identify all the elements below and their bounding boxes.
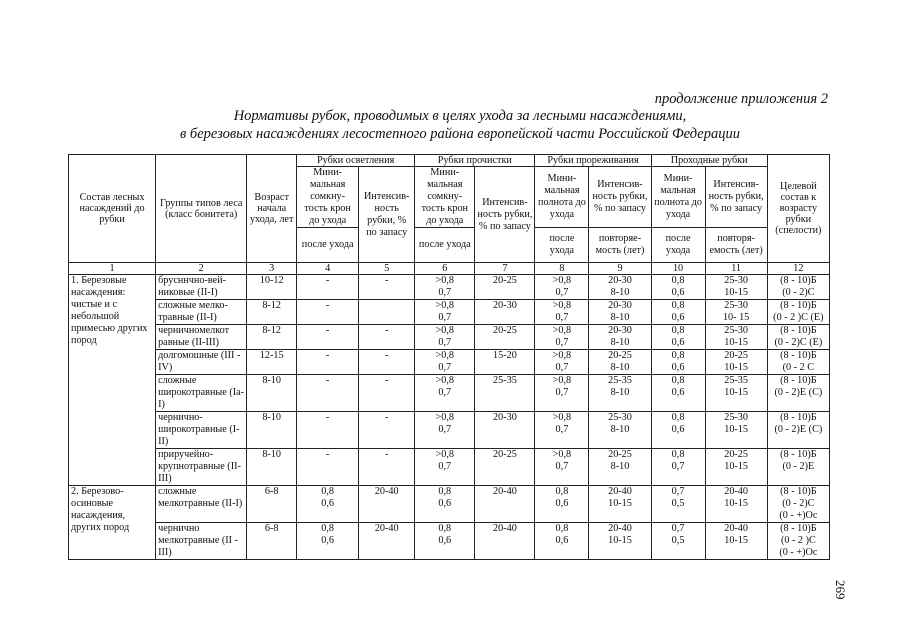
cell-line: 0,7: [555, 337, 569, 348]
cell-line: 0,6: [438, 498, 452, 509]
cell-line: >0,8: [435, 275, 455, 286]
target-composition-cell: [767, 412, 829, 449]
start-age-cell: 8-10: [247, 375, 297, 412]
forest-type-cell: приручейно-крупнотравные (II-III): [156, 449, 247, 486]
cell-line: 20-30: [608, 300, 632, 311]
cell-line: (0 - +)Ос: [779, 510, 818, 521]
cell-line: >0,8: [435, 412, 455, 423]
cell-line: 0,6: [671, 387, 685, 398]
forest-type-cell: черничномелкот равные (II-III): [156, 325, 247, 350]
thinning-density-cell: [535, 486, 589, 523]
cell-line: (0 - 2)С: [782, 287, 815, 298]
cell-line: (0 - 2)Е (С): [774, 424, 823, 435]
clearing-closure-cell: [297, 375, 359, 412]
cell-line: 20-30: [608, 325, 632, 336]
thinning-intensity-cell: [589, 300, 651, 325]
table-row: [69, 449, 830, 486]
clearing-closure-cell: [297, 275, 359, 300]
header-composition: Состав лесных насаждений до рубки: [69, 155, 156, 263]
thinning-intensity-cell: [589, 486, 651, 523]
passage-intensity-cell: [705, 449, 767, 486]
thinning-density-cell: [535, 449, 589, 486]
cell-line: (0 - 2 )С: [780, 535, 816, 546]
cell-line: 0,7: [555, 424, 569, 435]
cleaning-intensity-cell: 20-40: [475, 486, 535, 523]
cell-line: (0 - 2)Е: [782, 461, 815, 472]
cell-line: (8 - 10)Б: [780, 523, 817, 534]
header-intensity-4: Интенсив-ность рубки, % по запасу: [705, 167, 767, 228]
page-number: 269: [833, 580, 848, 600]
table-row: [69, 325, 830, 350]
cleaning-closure-cell: [415, 412, 475, 449]
passage-intensity-cell: [705, 325, 767, 350]
column-number: 11: [705, 263, 767, 275]
cell-line: (0 - 2 )С (Е): [773, 312, 824, 323]
cell-line: 0,7: [438, 312, 452, 323]
clearing-closure-cell: [297, 523, 359, 560]
cleaning-closure-cell: [415, 375, 475, 412]
forest-type-cell: брусннчно-вей-никовые (II-I): [156, 275, 247, 300]
cell-line: 0,8: [555, 523, 569, 534]
target-composition-cell: [767, 300, 829, 325]
passage-density-cell: [651, 350, 705, 375]
cell-line: 20-25: [608, 350, 632, 361]
table-row: [69, 523, 830, 560]
clearing-closure-cell: [297, 412, 359, 449]
thinning-intensity-cell: [589, 275, 651, 300]
column-number: 12: [767, 263, 829, 275]
cell-line: 10-15: [724, 387, 748, 398]
thinning-intensity-cell: [589, 325, 651, 350]
cell-line: 0,8: [671, 325, 685, 336]
clearing-closure-cell: [297, 449, 359, 486]
cell-line: 10-15: [724, 337, 748, 348]
cell-line: (8 - 10)Б: [780, 275, 817, 286]
cell-line: 20-25: [724, 449, 748, 460]
forest-type-cell: чернично мелкотравные (II -III): [156, 523, 247, 560]
cell-line: 20-40: [724, 523, 748, 534]
cell-line: 0,6: [671, 337, 685, 348]
cell-line: 20-30: [608, 275, 632, 286]
cell-line: >0,8: [552, 449, 572, 460]
cell-line: 0,8: [321, 523, 334, 534]
cell-line: -: [325, 375, 330, 386]
cell-line: 0,7: [555, 387, 569, 398]
cell-line: 20-40: [724, 486, 748, 497]
thinning-density-cell: [535, 523, 589, 560]
clearing-closure-cell: [297, 486, 359, 523]
cell-line: 10-15: [724, 498, 748, 509]
cell-line: >0,8: [435, 375, 455, 386]
standards-table: [68, 154, 830, 560]
passage-density-cell: [651, 412, 705, 449]
cell-line: 0,7: [555, 461, 569, 472]
header-group-cleaning: Рубки прочистки: [415, 155, 535, 167]
column-number: 7: [475, 263, 535, 275]
cell-line: >0,8: [552, 375, 572, 386]
cleaning-closure-cell: [415, 523, 475, 560]
clearing-intensity-cell: -: [359, 325, 415, 350]
cell-line: >0,8: [552, 412, 572, 423]
passage-intensity-cell: [705, 375, 767, 412]
cell-line: 20-40: [608, 523, 632, 534]
table-title-line-2: в березовых насаждениях лесостепного района европейской части Российской Федерации: [180, 126, 740, 142]
cell-line: -: [325, 325, 330, 336]
table-row: [69, 275, 830, 300]
cell-line: 25-30: [724, 275, 748, 286]
cell-line: 0,8: [438, 486, 452, 497]
cell-line: (8 - 10)Б: [780, 486, 817, 497]
cell-line: 0,8: [671, 412, 685, 423]
target-composition-cell: [767, 449, 829, 486]
target-composition-cell: [767, 523, 829, 560]
cell-line: 20-40: [608, 486, 632, 497]
column-number: 6: [415, 263, 475, 275]
cell-line: 8-10: [610, 337, 630, 348]
column-number: 3: [247, 263, 297, 275]
cell-line: 8-10: [610, 312, 630, 323]
cell-line: 10-15: [724, 461, 748, 472]
cell-line: 10-15: [608, 535, 632, 546]
cell-line: (0 - 2)С: [782, 498, 815, 509]
cell-line: 8-10: [610, 287, 630, 298]
column-number: 5: [359, 263, 415, 275]
header-intensity-3: Интенсив-ность рубки, % по запасу: [589, 167, 651, 228]
cell-line: 8-10: [610, 424, 630, 435]
forest-type-cell: сложные широкотравные (Ia-I): [156, 375, 247, 412]
table-row: [69, 300, 830, 325]
cell-line: 0,5: [671, 535, 685, 546]
cell-line: (8 - 10)Б: [780, 325, 817, 336]
cell-line: 0,8: [321, 486, 334, 497]
header-after-care-1: после ухода: [297, 228, 359, 263]
cell-line: 20-25: [724, 350, 748, 361]
cell-line: 0,6: [671, 362, 685, 373]
cell-line: 0,7: [555, 312, 569, 323]
cell-line: 0,8: [671, 275, 685, 286]
cell-line: 0,6: [671, 424, 685, 435]
target-composition-cell: [767, 375, 829, 412]
cell-line: 20-25: [608, 449, 632, 460]
cell-line: 0,6: [671, 312, 685, 323]
cell-line: -: [325, 275, 330, 286]
cell-line: 0,5: [671, 498, 685, 509]
passage-density-cell: [651, 523, 705, 560]
cell-line: 0,7: [671, 486, 685, 497]
clearing-intensity-cell: [359, 300, 415, 325]
header-after-care-3: после ухода: [535, 228, 589, 263]
clearing-closure-cell: [297, 300, 359, 325]
cell-line: 10-15: [724, 535, 748, 546]
cell-line: 25-30: [608, 412, 632, 423]
cell-line: 0,7: [438, 337, 452, 348]
cell-line: 0,8: [438, 523, 452, 534]
forest-type-cell: сложные мелкотравные (II-I): [156, 486, 247, 523]
thinning-intensity-cell: [589, 350, 651, 375]
cell-line: 25-30: [724, 412, 748, 423]
cell-line: -: [325, 449, 330, 460]
cell-line: 0,6: [555, 535, 569, 546]
table-title-line-1: Нормативы рубок, проводимых в целях ухода за лесными насаждениями,: [233, 108, 687, 124]
header-intensity-2: Интенсив-ность рубки, % по запасу: [475, 167, 535, 263]
cell-line: 0,8: [555, 486, 569, 497]
header-repeat-4: повторя-емость (лет): [705, 228, 767, 263]
passage-density-cell: [651, 375, 705, 412]
cell-line: -: [325, 300, 330, 311]
cell-line: >0,8: [435, 300, 455, 311]
table-row: [69, 375, 830, 412]
cell-line: 0,7: [438, 461, 452, 472]
cleaning-intensity-cell: 20-25: [475, 449, 535, 486]
header-group-clearing: Рубки осветления: [297, 155, 415, 167]
clearing-intensity-cell: -: [359, 449, 415, 486]
cleaning-intensity-cell: 25-35: [475, 375, 535, 412]
cell-line: 0,6: [321, 535, 334, 546]
cleaning-closure-cell: [415, 300, 475, 325]
target-composition-cell: [767, 275, 829, 300]
cell-line: (8 - 10)Б: [780, 375, 817, 386]
passage-intensity-cell: [705, 523, 767, 560]
header-start-age: Возраст начала ухода, лет: [247, 155, 297, 263]
cell-line: (8 - 10)Б: [780, 350, 817, 361]
passage-density-cell: [651, 449, 705, 486]
cell-line: 8-10: [610, 362, 630, 373]
cell-line: -: [325, 412, 330, 423]
clearing-intensity-cell: -: [359, 412, 415, 449]
passage-density-cell: [651, 300, 705, 325]
passage-intensity-cell: [705, 300, 767, 325]
passage-density-cell: [651, 325, 705, 350]
passage-intensity-cell: [705, 486, 767, 523]
cleaning-intensity-cell: 20-30: [475, 412, 535, 449]
cell-line: >0,8: [552, 350, 572, 361]
passage-intensity-cell: [705, 412, 767, 449]
cell-line: >0,8: [435, 350, 455, 361]
cell-line: 25-35: [608, 375, 632, 386]
clearing-closure-cell: [297, 325, 359, 350]
header-after-care-2: после ухода: [415, 228, 475, 263]
cleaning-closure-cell: [415, 449, 475, 486]
header-min-density-4: Мини-мальная полнота до ухода: [651, 167, 705, 228]
cell-line: -: [325, 350, 330, 361]
start-age-cell: 8-12: [247, 300, 297, 325]
column-number: 4: [297, 263, 359, 275]
clearing-intensity-cell: -: [359, 275, 415, 300]
cell-line: >0,8: [552, 325, 572, 336]
cell-line: 0,7: [671, 461, 685, 472]
passage-intensity-cell: [705, 350, 767, 375]
clearing-intensity-cell: 20-40: [359, 523, 415, 560]
cell-line: 0,6: [555, 498, 569, 509]
thinning-density-cell: [535, 275, 589, 300]
cell-line: 25-30: [724, 325, 748, 336]
header-min-density-3: Мини-мальная полнота до ухода: [535, 167, 589, 228]
cleaning-intensity-cell: 15-20: [475, 350, 535, 375]
start-age-cell: 6-8: [247, 486, 297, 523]
cell-line: 0,6: [671, 287, 685, 298]
cell-line: (0 - +)Ос: [779, 547, 818, 558]
thinning-intensity-cell: [589, 449, 651, 486]
column-number: 9: [589, 263, 651, 275]
column-number: 8: [535, 263, 589, 275]
column-number: 2: [156, 263, 247, 275]
header-repeat-3: повторяе-мость (лет): [589, 228, 651, 263]
cell-line: 0,7: [438, 387, 452, 398]
cell-line: 8-10: [610, 461, 630, 472]
cell-line: 0,7: [438, 362, 452, 373]
cell-line: 10-15: [608, 498, 632, 509]
clearing-intensity-cell: -: [359, 350, 415, 375]
cell-line: >0,8: [435, 449, 455, 460]
thinning-density-cell: [535, 325, 589, 350]
thinning-density-cell: [535, 350, 589, 375]
start-age-cell: 8-12: [247, 325, 297, 350]
cell-line: 25-30: [724, 300, 748, 311]
forest-type-cell: сложные мелко-травные (II-I): [156, 300, 247, 325]
cell-line: 0,6: [321, 498, 334, 509]
cell-line: 0,8: [671, 300, 685, 311]
cell-line: 0,8: [671, 350, 685, 361]
cell-line: 10- 15: [722, 312, 750, 323]
start-age-cell: 10-12: [247, 275, 297, 300]
table-row: [69, 486, 830, 523]
passage-intensity-cell: [705, 275, 767, 300]
cleaning-intensity-cell: 20-25: [475, 325, 535, 350]
cell-line: (8 - 10)Б: [780, 449, 817, 460]
table-row: [69, 350, 830, 375]
cleaning-intensity-cell: 20-30: [475, 300, 535, 325]
cleaning-intensity-cell: 20-25: [475, 275, 535, 300]
clearing-closure-cell: [297, 350, 359, 375]
thinning-intensity-cell: [589, 523, 651, 560]
cell-line: 8-10: [610, 387, 630, 398]
cell-line: 10-15: [724, 424, 748, 435]
forest-type-cell: чернично-широкотравные (I-II): [156, 412, 247, 449]
start-age-cell: 8-10: [247, 412, 297, 449]
header-min-closure-1: Мини-мальная сомкну-тость крон до ухода: [297, 167, 359, 228]
cell-line: 0,8: [671, 449, 685, 460]
cleaning-closure-cell: [415, 486, 475, 523]
thinning-density-cell: [535, 375, 589, 412]
thinning-density-cell: [535, 412, 589, 449]
cell-line: 0,8: [671, 375, 685, 386]
cleaning-intensity-cell: 20-40: [475, 523, 535, 560]
target-composition-cell: [767, 486, 829, 523]
header-after-care-4: после ухода: [651, 228, 705, 263]
start-age-cell: 8-10: [247, 449, 297, 486]
clearing-intensity-cell: -: [359, 375, 415, 412]
target-composition-cell: [767, 350, 829, 375]
passage-density-cell: [651, 275, 705, 300]
appendix-label: продолжение приложения 2: [654, 91, 828, 107]
cell-line: 0,6: [438, 535, 452, 546]
start-age-cell: 6-8: [247, 523, 297, 560]
forest-type-cell: долгомошные (III - IV): [156, 350, 247, 375]
passage-density-cell: [651, 486, 705, 523]
cleaning-closure-cell: [415, 350, 475, 375]
cell-line: 0,7: [671, 523, 685, 534]
target-composition-cell: [767, 325, 829, 350]
column-number: 10: [651, 263, 705, 275]
cell-line: (8 - 10)Б: [780, 412, 817, 423]
cell-line: >0,8: [552, 300, 572, 311]
cleaning-closure-cell: [415, 325, 475, 350]
cell-line: 0,7: [555, 287, 569, 298]
header-intensity-1: Интенсив-ность рубки, % по запасу: [359, 167, 415, 263]
cell-line: >0,8: [552, 275, 572, 286]
cell-line: (8 - 10)Б: [780, 300, 817, 311]
cell-line: 25-35: [724, 375, 748, 386]
cleaning-closure-cell: [415, 275, 475, 300]
cell-line: >0,8: [435, 325, 455, 336]
cell-line: 10-15: [724, 362, 748, 373]
thinning-intensity-cell: [589, 375, 651, 412]
cell-line: (0 - 2)Е (С): [774, 387, 823, 398]
cell-line: 10-15: [724, 287, 748, 298]
header-forest-type: Группы типов леса (класс бонитета): [156, 155, 247, 263]
thinning-intensity-cell: [589, 412, 651, 449]
column-number: 1: [69, 263, 156, 275]
start-age-cell: 12-15: [247, 350, 297, 375]
header-group-thinning: Рубки прореживания: [535, 155, 651, 167]
cell-line: (0 - 2 С: [782, 362, 815, 373]
clearing-intensity-cell: 20-40: [359, 486, 415, 523]
thinning-density-cell: [535, 300, 589, 325]
header-min-closure-2: Мини-мальная сомкну-тость крон до ухода: [415, 167, 475, 228]
header-group-passage: Проходные рубки: [651, 155, 767, 167]
cell-line: 0,7: [555, 362, 569, 373]
table-row: [69, 412, 830, 449]
cell-line: 0,7: [438, 287, 452, 298]
composition-cell: 1. Березовые насаждения: чистые и с небольшой примесью других пород: [69, 275, 156, 486]
cell-line: (0 - 2)С (Е): [774, 337, 823, 348]
cell-line: 0,7: [438, 424, 452, 435]
composition-cell: 2. Березово-осиновые насаждения, других пород: [69, 486, 156, 560]
header-target-composition: Целевой состав к возрасту рубки (спелости): [767, 155, 829, 263]
